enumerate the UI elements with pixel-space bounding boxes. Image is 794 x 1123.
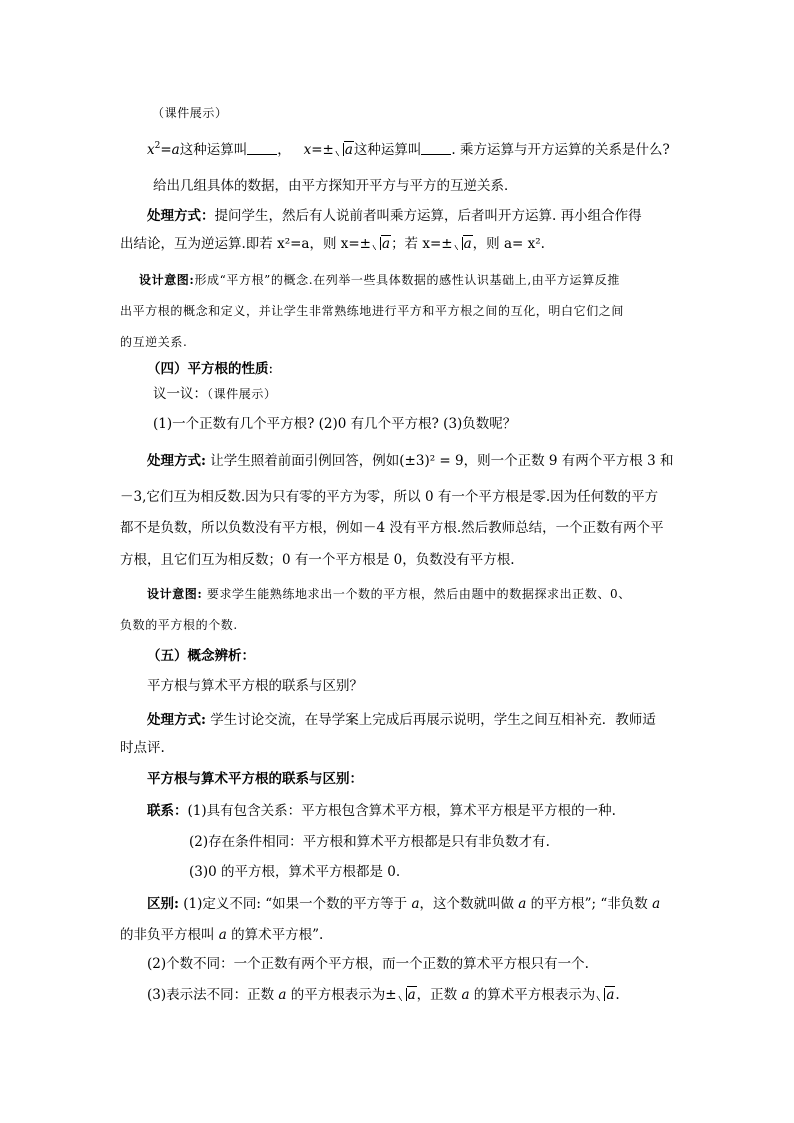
- text: 这种运算叫: [353, 142, 422, 158]
- paragraph: 区别: (1)定义不同: “如果一个数的平方等于 a，这个数就叫做 a 的平方根”; “非负数 a: [147, 896, 661, 912]
- label: 处理方式:: [147, 453, 206, 469]
- paragraph: 设计意图:形成“平方根”的概念.在列举一些具体数据的感性认识基础上,由平方运算反推: [139, 273, 620, 287]
- exponent: 2: [154, 141, 161, 151]
- questions: (1)一个正数有几个平方根? (2)0 有几个平方根? (3)负数呢？: [153, 416, 517, 432]
- answer-blank: [421, 140, 451, 155]
- label: 设计意图:: [147, 587, 203, 601]
- paragraph: 议一议：（课件展示）: [153, 386, 277, 402]
- label: 设计意图:: [139, 273, 195, 287]
- paragraph: (3)表示法不同：正数 a 的平方根表示为± a，正数 a 的算术平方根表示为 a.: [147, 987, 620, 1003]
- paragraph: (2)存在条件相同：平方根和算术平方根都是只有非负数才有.: [189, 834, 550, 850]
- equals: =: [160, 142, 172, 158]
- paragraph: 方根，且它们互为相反数；0 有一个平方根是 0，负数没有平方根.: [120, 552, 515, 568]
- paragraph: －3,它们互为相反数.因为只有零的平方为零，所以 0 有一个平方根是零.因为任何数的平方: [120, 489, 659, 505]
- label: 区别:: [147, 896, 179, 912]
- var-x: x: [147, 142, 155, 158]
- paragraph: 给出几组具体的数据，由平方探知开平方与平方的互逆关系．: [153, 178, 518, 194]
- var-x: x: [303, 142, 312, 158]
- paragraph: 出平方根的概念和定义，并让学生非常熟练地进行平方和平方根之间的互化，明白它们之间: [120, 304, 625, 318]
- text: . 乘方运算与开方运算的关系是什么?: [451, 142, 670, 158]
- operation-question: [147, 140, 670, 160]
- sqrt-a: a: [398, 985, 417, 1005]
- paragraph: 都不是负数，所以负数没有平方根，例如－4 没有平方根.然后教师总结，一个正数有两个平: [120, 520, 664, 536]
- paragraph: 出结论，互为逆运算.即若 x²=a，则 x=± a；若 x=± a，则 a= x².: [120, 236, 545, 252]
- sqrt-a: a: [335, 140, 354, 160]
- answer-blank: [247, 140, 277, 155]
- paragraph: 设计意图: 要求学生能熟练地求出一个数的平方根，然后由题中的数据探求出正数、0、: [147, 587, 631, 601]
- paragraph: 处理方式: 让学生照着前面引例回答，例如(±3)² = 9，则一个正数 9 有两个平方根 3 和: [147, 453, 674, 469]
- paragraph: 处理方式：提问学生，然后有人说前者叫乘方运算，后者叫开方运算. 再小组合作得: [147, 208, 642, 224]
- paragraph: 负数的平方根的个数.: [120, 618, 238, 632]
- paragraph: 联系：(1)具有包含关系：平方根包含算术平方根，算术平方根是平方根的一种.: [147, 803, 616, 819]
- courseware-note: （课件展示）: [152, 106, 228, 120]
- paragraph: 的非负平方根叫 a 的算术平方根”.: [120, 927, 324, 943]
- paragraph: 处理方式: 学生讨论交流，在导学案上完成后再展示说明，学生之间互相补充．教师适: [147, 712, 656, 728]
- paragraph: 平方根与算术平方根的联系与区别？: [147, 678, 363, 694]
- label: 处理方式：: [147, 208, 215, 224]
- paragraph: 的互逆关系.: [120, 335, 188, 349]
- label: 处理方式:: [147, 712, 206, 728]
- text: ，: [277, 142, 291, 158]
- plus-minus: =±: [311, 142, 334, 158]
- label: 联系：: [147, 803, 188, 819]
- section-heading: （四）平方根的性质:: [147, 361, 274, 377]
- sqrt-a: a: [596, 985, 615, 1005]
- var-a: a: [171, 142, 180, 158]
- paragraph: (2)个数不同：一个正数有两个平方根，而一个正数的算术平方根只有一个.: [147, 956, 589, 972]
- section-heading: （五）概念辨析：: [147, 648, 255, 664]
- sqrt-a: a: [372, 234, 391, 254]
- text: 这种运算叫: [179, 142, 248, 158]
- sqrt-a: a: [454, 234, 473, 254]
- paragraph: (3)0 的平方根，算术平方根都是 0.: [189, 864, 401, 880]
- subheading: 平方根与算术平方根的联系与区别：: [147, 771, 363, 787]
- paragraph: 时点评.: [120, 740, 165, 756]
